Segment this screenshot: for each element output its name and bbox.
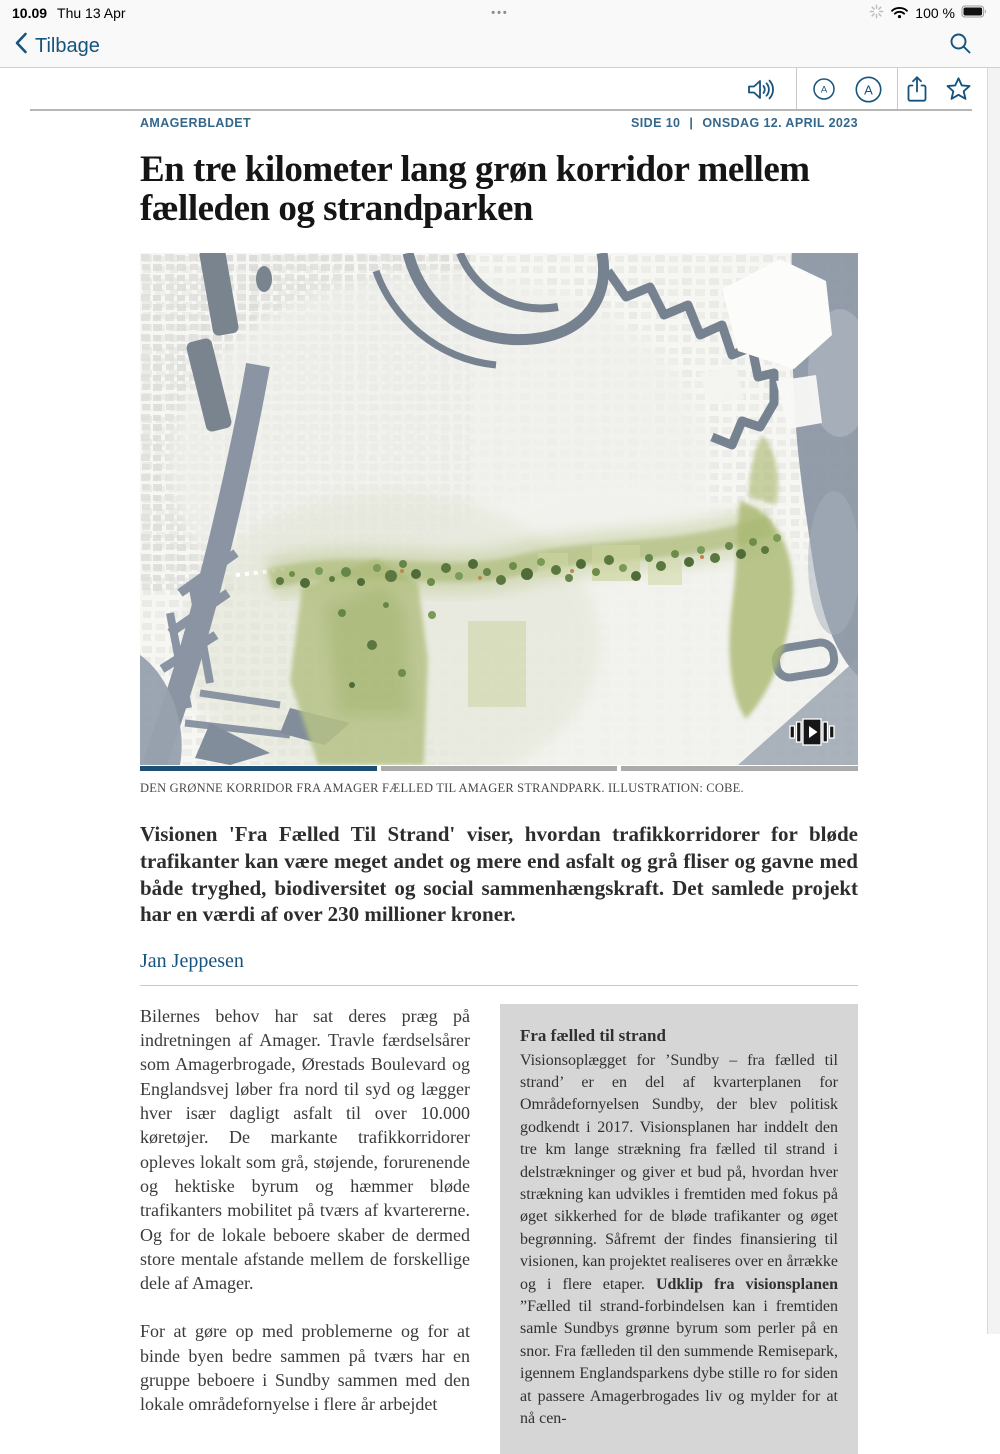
video-icon bbox=[788, 717, 836, 747]
publication-name: AMAGERBLADET bbox=[140, 116, 252, 130]
back-button-label: Tilbage bbox=[35, 34, 100, 57]
wifi-icon bbox=[890, 5, 909, 22]
article-meta-row bbox=[140, 116, 858, 130]
status-bar bbox=[0, 0, 1000, 26]
status-date: Thu 13 Apr bbox=[57, 5, 126, 21]
page-number: SIDE 10 bbox=[631, 116, 681, 130]
lede-paragraph: Visionen 'Fra Fælled Til Strand' viser, hvordan trafikkorridorer for bløde trafikanter kan være meget andet og mere end asfalt og grå fliser og gavne med både tryghed, biodiversitet og social sammenhængskraft. Det samlede projekt har en værdi af over 230 millioner kroner. bbox=[140, 822, 858, 927]
article bbox=[140, 116, 858, 1454]
map-illustration bbox=[140, 253, 858, 765]
body-paragraph: For at gøre op med problemerne og for at binde byen bedre sammen på tværs har en gruppe beboere i Sundby sammen med den lokale områdefornyelse i flere år arbejdet bbox=[140, 1321, 470, 1415]
back-button[interactable] bbox=[14, 32, 100, 60]
factbox-title: Fra fælled til strand bbox=[520, 1025, 666, 1045]
carousel-progress-segment-2[interactable] bbox=[381, 766, 618, 771]
byline-row bbox=[140, 950, 858, 986]
status-clock bbox=[12, 5, 126, 21]
body-text-column bbox=[140, 1004, 470, 1441]
issue-date: ONSDAG 12. APRIL 2023 bbox=[702, 116, 858, 130]
read-aloud-button[interactable] bbox=[746, 77, 776, 102]
battery-icon bbox=[961, 5, 988, 21]
factbox bbox=[500, 1004, 858, 1454]
carousel-progress-segment-3[interactable] bbox=[621, 766, 858, 771]
network-activity-spinner-icon bbox=[869, 4, 884, 22]
top-chrome bbox=[0, 0, 1000, 68]
page-date-info bbox=[631, 116, 858, 130]
article-image-carousel[interactable] bbox=[140, 253, 858, 765]
article-toolbar bbox=[726, 68, 978, 110]
headline: En tre kilometer lang grøn korridor mellem fælleden og strandparken bbox=[140, 149, 810, 230]
status-time: 10.09 bbox=[12, 5, 48, 21]
factbox-text-after: ”Fælled til strand-forbindelsen kan i fremtiden samle Sundbys grønne byrum som perler på en snor. Fra fælleden til den summende Remisepark, igennem Englandsparkens dybe stille ro for siden at passere Amagerbrogades liv og mylder for at nå cen- bbox=[520, 1297, 838, 1427]
search-icon bbox=[949, 32, 972, 60]
factbox-bold-run: Udklip fra visionsplanen bbox=[655, 1275, 838, 1293]
nav-bar bbox=[0, 26, 1000, 66]
font-small-glyph: A bbox=[820, 84, 827, 96]
favorite-star-button[interactable] bbox=[945, 76, 972, 102]
battery-percent: 100 % bbox=[915, 5, 955, 21]
factbox-text: Visionsoplægget for ’Sundby – fra fælled til strand’ er en del af kvarterplanen for Områdefornyelsen Sundby, der blev politisk godkendt i 2017. Visionsplanen har inddelt den tre km lange strækning fra fælled til strand i delstrækninger og giver et bud på, hvordan hver strækning kan udvikles i fremtiden med fokus på øget sikkerhed for de bløde trafikanter og øget begrønning. Såfremt der findes finansiering til visionen, kan projektet realiseres over en årrække og i flere etaper. bbox=[520, 1051, 838, 1293]
share-button[interactable] bbox=[905, 75, 929, 103]
byline-author: Jan Jeppesen bbox=[140, 949, 244, 972]
carousel-progress-segment-1[interactable] bbox=[140, 766, 377, 771]
meta-separator: | bbox=[689, 116, 694, 130]
status-indicators bbox=[869, 4, 988, 22]
toolbar-bottom-rule bbox=[30, 109, 972, 111]
carousel-progress bbox=[140, 766, 858, 771]
body-paragraph: Bilernes behov har sat deres præg på indretningen af Amager. Travle færdselsårer som Amagerbrogade, Ørestads Boulevard og Englandsvej løber fra nord til syd og lægger hver især dagligt asfalt til over 10.000 køretøjer. De markante trafikkorridorer opleves lokalt som grå, støjende, forurenende og hektiske byrum og hæmmer bløde trafikanters mobilitet på tværs af kvartererne. Og for de lokale beboere skaber de dermed store mentale afstande mellem de forskellige dele af Amager. bbox=[140, 1005, 470, 1294]
font-size-increase-button[interactable] bbox=[854, 75, 883, 104]
image-caption: DEN GRØNNE KORRIDOR FRA AMAGER FÆLLED TIL AMAGER STRANDPARK. ILLUSTRATION: COBE. bbox=[140, 781, 744, 796]
font-large-glyph: A bbox=[863, 81, 873, 97]
multitask-dots-icon: ••• bbox=[491, 7, 509, 19]
page-edge bbox=[987, 68, 1000, 1334]
search-button[interactable] bbox=[949, 32, 972, 60]
chevron-left-icon bbox=[14, 32, 28, 60]
body-columns bbox=[140, 1004, 858, 1454]
video-play-button[interactable] bbox=[788, 717, 836, 747]
font-size-decrease-button[interactable] bbox=[812, 77, 836, 101]
